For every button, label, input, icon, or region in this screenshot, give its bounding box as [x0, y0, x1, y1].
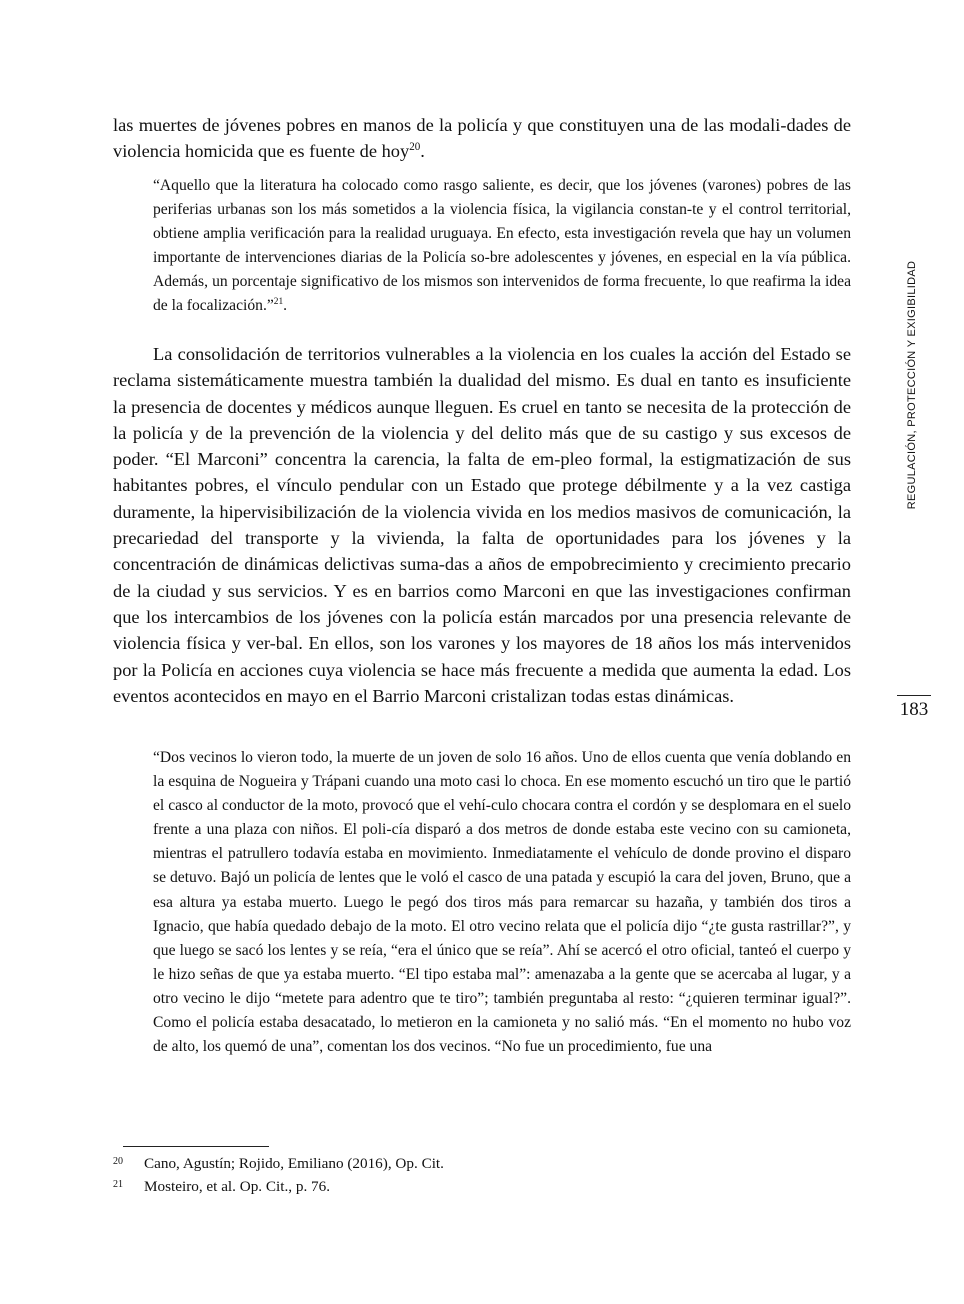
block-quote-1	[153, 174, 851, 319]
footnote-ref-20[interactable]: 20	[409, 141, 421, 154]
paragraph-continuation-text: las muertes de jóvenes pobres en manos de la policía y que constituyen una de las modali-dades de violencia homicida que es fuente de hoy	[113, 115, 851, 162]
page-number: 183	[899, 699, 929, 720]
block-quote-1-text: “Aquello que la literatura ha colocado como rasgo saliente, es decir, que los jóvenes (varones) pobres de las periferias urbanas son los más sometidos a la violencia física, la vigilancia constan-te y el control territorial, obtiene amplia verificación para la realidad uruguaya. En efecto, esta investigación revela que hay un volumen importante de intervenciones diarias de la Policía so-bre adolescentes y jóvenes, en especial en la vía pública. Además, un porcentaje significativo de los mismos son intervenidos de forma frecuente, lo que reafirma la idea de la focalización.”	[153, 177, 851, 315]
paragraph-continuation-end: .	[420, 141, 425, 162]
running-head: REGULACIÓN, PROTECCIÓN Y EXIGIBILIDAD	[906, 260, 918, 510]
page-number-rule	[897, 695, 931, 696]
footnote-text: Mosteiro, et al. Op. Cit., p. 76.	[144, 1178, 331, 1195]
footnote-21	[113, 1177, 330, 1197]
block-quote-2: “Dos vecinos lo vieron todo, la muerte de un joven de solo 16 años. Uno de ellos cuenta que venía doblando en la esquina de Nogueira y Trápani cuando una moto casi lo choca. En ese momento escuchó un tiro que le partió el casco al conductor de la moto, provocó que el vehí-culo chocara contra el cordón y se desplomara en el suelo frente a una plaza con niños. El poli-cía disparó a dos metros de donde estaba este vecino con su camioneta, mientras el patrullero todavía estaba en movimiento. Inmediatamente el vehículo de donde provino el disparo se detuvo. Bajó un policía de lentes que le voló el casco de una patada y escupió la cara del joven, Bruno, que a esa altura ya estaba muerto. Luego le pegó dos tiros más para remarcar su hazaña, y también dos tiros a Ignacio, que había quedado debajo de la moto. El otro vecino relata que el policía dijo “¿te gusta rastrillar?”, y que luego se sacó los lentes y se reía, “era el único que se reía”. Ahí se acercó el otro oficial, tanteó el cuerpo y le hizo señas de que ya estaba muerto. “El tipo estaba mal”: amenazaba a la gente que se acercaba al lugar, y a otro vecino le dijo “metete para adentro que te tiro”; también preguntaba al resto: “¿quieren terminar igual?”. Como el policía estaba desacatado, lo metieron en la camioneta y no salió más. “En el momento no hubo voz de alto, los quemó de una”, comentan los dos vecinos. “No fue un procedimiento, fue una	[153, 749, 851, 1056]
footnote-number: 21	[113, 1179, 123, 1190]
footnote-text: Cano, Agustín; Rojido, Emiliano (2016), Op. Cit.	[144, 1155, 444, 1172]
paragraph-main: La consolidación de territorios vulnerables a la violencia en los cuales la acción del Estado se reclama sistemáticamente muestra también la dualidad del mismo. Es dual en tanto es insuficiente la presencia de docentes y médicos aunque lleguen. Es cruel en tanto se necesita de la protección de la policía y de la prevención de la violencia y del delito más que de su castigo y sus excesos de poder. “El Marconi” concentra la carencia, la falta de em-pleo formal, la estigmatización de sus habitantes pobres, el vínculo pendular con un Estado que protege débilmente y a la vez castiga duramente, la hipervisibilización de la violencia vivida en los medios masivos de comunicación, la precariedad del transporte y la vivienda, la falta de oportunidades para los jóvenes y la concentración de dinámicas delictivas suma-das a años de empobrecimiento y crecimiento precario de la ciudad y sus servicios. Y es en barrios como Marconi en que las investigaciones confirman que los intercambios de los jóvenes con la policía están marcados por una presencia relevante de violencia física y ver-bal. En ellos, son los varones y los mayores de 18 años los más intervenidos por la Policía en acciones cuya violencia se hace más frecuente a medida que aumenta la edad. Los eventos acontecidos en mayo en el Barrio Marconi cristalizan todas estas dinámicas.	[113, 344, 851, 706]
footnote-20	[113, 1154, 444, 1174]
block-quote-1-end: .	[283, 297, 288, 315]
footnote-separator	[123, 1146, 269, 1147]
paragraph-continuation	[113, 112, 851, 165]
footnote-number: 20	[113, 1156, 123, 1167]
footnote-ref-21[interactable]: 21	[273, 297, 284, 308]
